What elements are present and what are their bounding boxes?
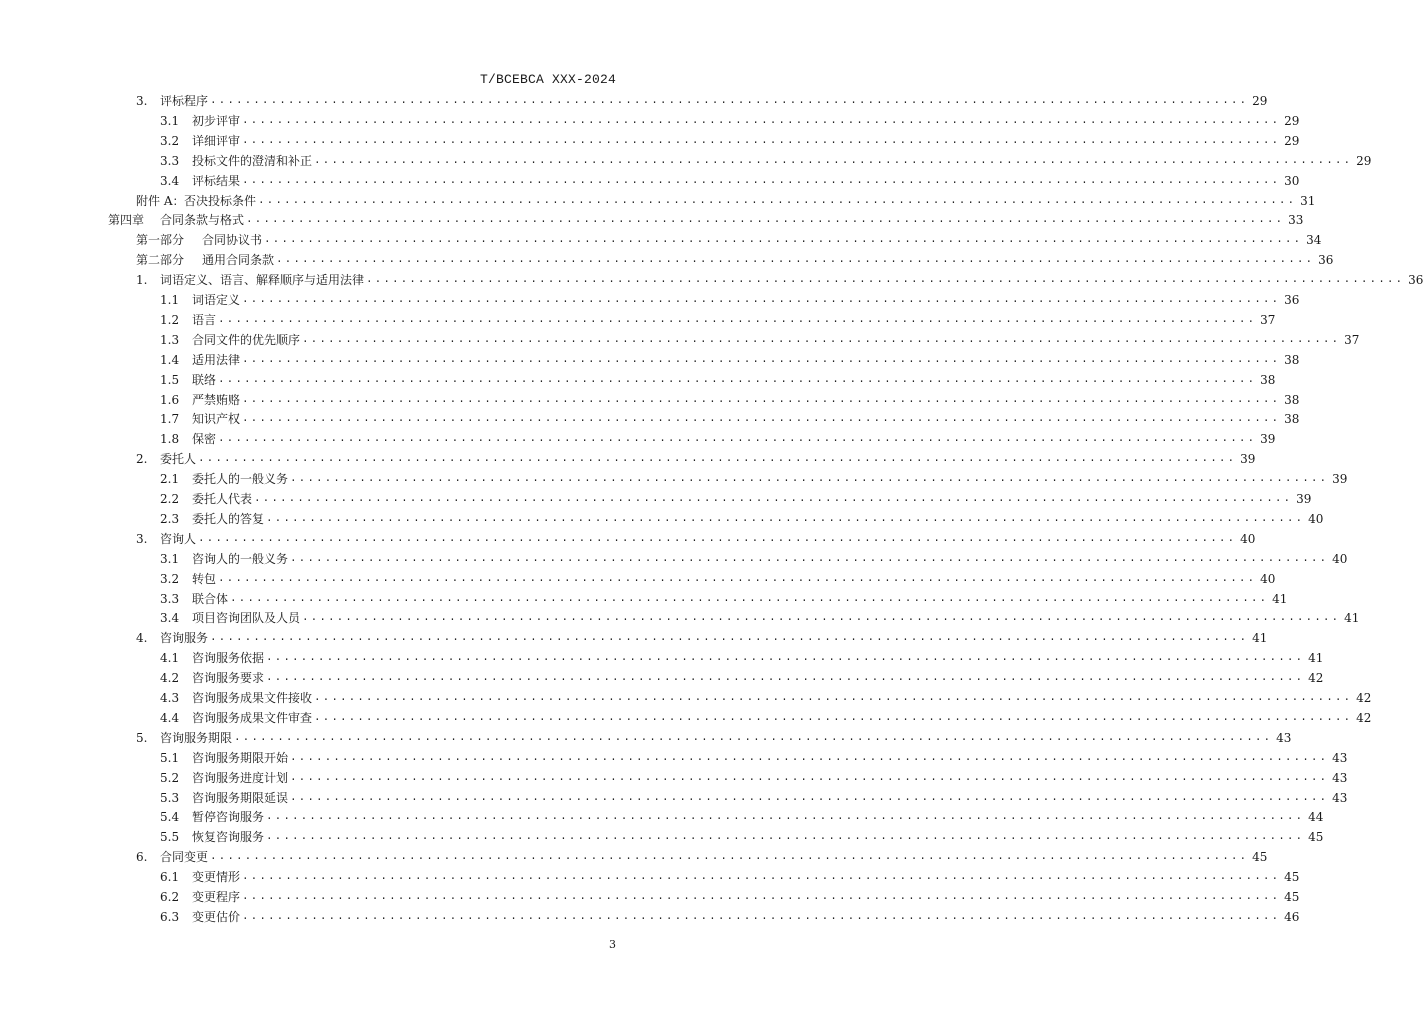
dot-leader: ........................................................................................................................ xyxy=(230,592,1269,605)
toc-entry-title: 详细评审 xyxy=(192,133,241,148)
toc-entry-title: 合同变更 xyxy=(160,850,209,865)
toc-entry-title: 咨询服务 xyxy=(160,631,209,646)
toc-entry[interactable] xyxy=(160,685,1372,705)
dot-leader: ........................................................................................................................ xyxy=(242,413,1281,426)
toc-entry-page: 37 xyxy=(1344,332,1360,347)
toc-entry-title: 变更情形 xyxy=(192,870,241,885)
toc-entry[interactable] xyxy=(160,884,1300,904)
toc-entry-page: 29 xyxy=(1252,94,1268,108)
toc-entry-page: 43 xyxy=(1332,770,1348,785)
toc-entry-page: 38 xyxy=(1260,372,1276,387)
toc-entry-title: 联合体 xyxy=(192,591,229,606)
toc-entry-page: 36 xyxy=(1408,273,1423,288)
toc-entry[interactable] xyxy=(160,785,1348,805)
toc-entry[interactable] xyxy=(160,566,1276,586)
toc-entry-page: 33 xyxy=(1288,213,1304,228)
toc-entry[interactable] xyxy=(160,506,1324,526)
toc-entry-page: 31 xyxy=(1300,193,1316,208)
toc-entry-title: 咨询服务期限延误 xyxy=(192,790,289,805)
toc-entry-page: 30 xyxy=(1284,173,1300,188)
toc-entry-title: 评标程序 xyxy=(160,94,209,108)
toc-entry-title: 咨询服务期限 xyxy=(160,730,233,745)
dot-leader: ........................................................................................................................ xyxy=(302,333,1341,346)
toc-entry-title: 委托人的一般义务 xyxy=(192,472,289,487)
toc-entry-page: 39 xyxy=(1296,492,1312,506)
toc-entry-page: 36 xyxy=(1318,253,1334,268)
toc-entry-title: 合同协议书 xyxy=(202,233,263,248)
toc-entry-number: 5.2 xyxy=(160,770,180,785)
dot-leader: ........................................................................................................................ xyxy=(366,274,1405,287)
toc-entry[interactable] xyxy=(160,864,1300,885)
toc-entry-page: 42 xyxy=(1356,691,1372,705)
toc-entry-title: 变更估价 xyxy=(192,909,241,924)
toc-entry-number: 1.6 xyxy=(160,392,180,407)
dot-leader: ........................................................................................................................ xyxy=(218,433,1257,446)
toc-entry-page: 29 xyxy=(1356,153,1372,168)
dot-leader: ........................................................................................................................ xyxy=(290,791,1329,804)
toc-entry[interactable] xyxy=(160,466,1348,487)
toc-entry-number: 2. xyxy=(136,452,148,467)
toc-entry-number: 5.3 xyxy=(160,790,180,805)
toc-entry-page: 38 xyxy=(1284,352,1300,367)
toc-entry[interactable] xyxy=(136,446,1256,467)
toc-entry-page: 42 xyxy=(1308,671,1324,686)
toc-entry-page: 40 xyxy=(1332,551,1348,566)
toc-entry-title: 咨询人 xyxy=(160,531,197,546)
toc-entry-page: 40 xyxy=(1308,511,1324,526)
toc-entry-title: 投标文件的澄清和补正 xyxy=(192,153,313,168)
toc-entry-number: 6. xyxy=(136,850,148,865)
toc-entry[interactable] xyxy=(160,705,1372,725)
dot-leader: ........................................................................................................................ xyxy=(264,234,1303,247)
page-number: 3 xyxy=(609,938,616,951)
toc-entry[interactable] xyxy=(160,367,1276,387)
toc-entry-page: 40 xyxy=(1240,531,1256,546)
toc-entry-number: 1.1 xyxy=(160,293,180,307)
dot-leader: ........................................................................................................................ xyxy=(210,95,1249,107)
toc-entry-number: 3.3 xyxy=(160,153,180,168)
toc-entry-page: 36 xyxy=(1284,293,1300,307)
toc-entry-title: 暂停咨询服务 xyxy=(192,810,265,825)
toc-entry-title: 咨询人的一般义务 xyxy=(192,551,289,566)
toc-entry-page: 29 xyxy=(1284,113,1300,128)
toc-entry-number: 3.2 xyxy=(160,571,180,586)
dot-leader: ........................................................................................................................ xyxy=(258,194,1297,207)
toc-entry[interactable] xyxy=(136,625,1268,646)
dot-leader: ........................................................................................................................ xyxy=(242,393,1281,406)
toc-entry-page: 41 xyxy=(1344,611,1360,626)
toc-entry-title: 初步评审 xyxy=(192,113,241,128)
toc-entry-number: 2.1 xyxy=(160,472,180,487)
toc-entry-number: 第四章 xyxy=(108,213,145,228)
toc-entry-title: 适用法律 xyxy=(192,352,241,367)
toc-entry-number: 2.3 xyxy=(160,511,180,526)
toc-entry-title: 咨询服务期限开始 xyxy=(192,750,289,765)
toc-entry-page: 43 xyxy=(1332,750,1348,765)
toc-entry-title: 否决投标条件 xyxy=(184,193,257,208)
toc-entry-number: 3.2 xyxy=(160,133,180,148)
toc-entry-title: 变更程序 xyxy=(192,890,241,904)
toc-entry-title: 转包 xyxy=(192,571,217,586)
dot-leader: ........................................................................................................................ xyxy=(242,174,1281,187)
toc-entry-number: 6.2 xyxy=(160,890,180,904)
dot-leader: ........................................................................................................................ xyxy=(246,214,1285,227)
toc-entry-page: 29 xyxy=(1284,133,1300,148)
toc-entry-number: 2.2 xyxy=(160,492,180,506)
dot-leader: ........................................................................................................................ xyxy=(218,572,1257,585)
dot-leader: ........................................................................................................................ xyxy=(266,811,1305,824)
toc-entry[interactable] xyxy=(136,227,1322,248)
toc-entry-number: 1.7 xyxy=(160,412,180,427)
toc-entry-page: 39 xyxy=(1260,432,1276,447)
toc-entry-number: 6.3 xyxy=(160,909,180,924)
toc-entry-number: 1.2 xyxy=(160,312,180,327)
toc-entry-title: 咨询服务成果文件审查 xyxy=(192,710,313,725)
toc-entry-title: 合同条款与格式 xyxy=(160,213,245,228)
dot-leader: ........................................................................................................................ xyxy=(210,851,1249,864)
dot-leader: ........................................................................................................................ xyxy=(290,473,1329,486)
toc-entry-number: 5.1 xyxy=(160,750,180,765)
dot-leader: ........................................................................................................................ xyxy=(302,612,1341,625)
toc-entry-number: 4.4 xyxy=(160,710,180,725)
toc-entry[interactable] xyxy=(160,546,1348,566)
toc-entry-page: 41 xyxy=(1308,651,1324,666)
dot-leader: ........................................................................................................................ xyxy=(314,692,1353,704)
toc-entry-title: 保密 xyxy=(192,432,217,447)
toc-entry[interactable] xyxy=(136,844,1268,865)
toc-entry-number: 3.1 xyxy=(160,551,180,566)
toc-entry[interactable] xyxy=(160,387,1300,407)
toc-entry[interactable] xyxy=(160,605,1360,626)
dot-leader: ........................................................................................................................ xyxy=(290,771,1329,784)
toc-entry-number: 3.1 xyxy=(160,113,180,128)
toc-entry[interactable] xyxy=(160,307,1276,327)
dot-leader: ........................................................................................................................ xyxy=(242,134,1281,147)
toc-entry-page: 43 xyxy=(1332,790,1348,805)
toc-entry-page: 45 xyxy=(1284,890,1300,904)
toc-entry-number: 6.1 xyxy=(160,870,180,885)
dot-leader: ........................................................................................................................ xyxy=(218,313,1257,326)
toc-entry-title: 词语定义 xyxy=(192,293,241,307)
toc-entry-title: 知识产权 xyxy=(192,412,241,427)
toc-entry-number: 第一部分 xyxy=(136,233,185,248)
toc-entry[interactable] xyxy=(160,645,1324,666)
toc-entry-title: 咨询服务成果文件接收 xyxy=(192,691,313,705)
toc-entry-page: 41 xyxy=(1272,591,1288,606)
toc-entry-title: 委托人代表 xyxy=(192,492,253,506)
toc-entry-title: 委托人 xyxy=(160,452,197,467)
dot-leader: ........................................................................................................................ xyxy=(242,353,1281,366)
toc-entry[interactable] xyxy=(160,665,1324,686)
toc-entry-title: 评标结果 xyxy=(192,173,241,188)
toc-entry[interactable] xyxy=(160,765,1348,785)
toc-entry-page: 46 xyxy=(1284,909,1300,924)
dot-leader: ........................................................................................................................ xyxy=(242,294,1281,306)
toc-entry-page: 44 xyxy=(1308,810,1324,825)
toc-entry-page: 34 xyxy=(1306,233,1322,248)
toc-entry-title: 咨询服务进度计划 xyxy=(192,770,289,785)
toc-entry-title: 恢复咨询服务 xyxy=(192,830,265,845)
toc-entry[interactable] xyxy=(136,526,1256,546)
toc-entry-title: 词语定义、语言、解释顺序与适用法律 xyxy=(160,273,365,288)
toc-entry-page: 39 xyxy=(1332,472,1348,487)
toc-entry-number: 4. xyxy=(136,631,148,646)
dot-leader: ........................................................................................................................ xyxy=(242,871,1281,884)
toc-entry-number: 第二部分 xyxy=(136,253,185,268)
toc-entry[interactable] xyxy=(160,426,1276,447)
toc-entry-number: 4.1 xyxy=(160,651,180,666)
dot-leader: ........................................................................................................................ xyxy=(242,114,1281,127)
toc-entry-page: 43 xyxy=(1276,730,1292,745)
toc-entry-title: 语言 xyxy=(192,312,217,327)
toc-entry-number: 1.3 xyxy=(160,332,180,347)
toc-entry[interactable] xyxy=(160,347,1300,367)
toc-entry-page: 45 xyxy=(1284,870,1300,885)
dot-leader: ........................................................................................................................ xyxy=(242,891,1281,903)
toc-entry[interactable] xyxy=(160,168,1300,188)
toc-entry[interactable] xyxy=(160,586,1288,606)
dot-leader: ........................................................................................................................ xyxy=(198,453,1237,466)
toc-entry-title: 严禁贿赂 xyxy=(192,392,241,407)
toc-entry-number: 1.4 xyxy=(160,352,180,367)
toc-entry[interactable] xyxy=(160,327,1360,347)
toc-entry-title: 咨询服务要求 xyxy=(192,671,265,686)
toc-entry[interactable] xyxy=(160,904,1300,924)
dot-leader: ........................................................................................................................ xyxy=(254,493,1293,505)
toc-entry-title: 委托人的答复 xyxy=(192,511,265,526)
toc-entry[interactable] xyxy=(136,725,1292,745)
toc-entry-title: 通用合同条款 xyxy=(202,253,275,268)
dot-leader: ........................................................................................................................ xyxy=(314,711,1353,724)
toc-entry-title: 联络 xyxy=(192,372,217,387)
dot-leader: ........................................................................................................................ xyxy=(290,751,1329,764)
dot-leader: ........................................................................................................................ xyxy=(210,632,1249,645)
toc-entry-number: 5.5 xyxy=(160,830,180,845)
dot-leader: ........................................................................................................................ xyxy=(234,731,1273,744)
toc-entry[interactable] xyxy=(108,207,1304,228)
toc-entry-page: 37 xyxy=(1260,312,1276,327)
toc-entry-page: 41 xyxy=(1252,631,1268,646)
toc-entry-page: 45 xyxy=(1308,830,1324,845)
toc-entry[interactable] xyxy=(160,406,1300,427)
dot-leader: ........................................................................................................................ xyxy=(276,254,1315,267)
dot-leader: ........................................................................................................................ xyxy=(198,532,1237,545)
toc-entry[interactable] xyxy=(136,267,1423,288)
document-code-header: T/BCEBCA XXX-2024 xyxy=(479,72,616,87)
dot-leader: ........................................................................................................................ xyxy=(266,652,1305,665)
toc-entry-number: 1. xyxy=(136,273,148,288)
toc-entry-number: 5. xyxy=(136,730,148,745)
toc-entry-title: 合同文件的优先顺序 xyxy=(192,332,301,347)
toc-entry-number: 附件 A： xyxy=(136,193,185,208)
toc-entry-number: 1.5 xyxy=(160,372,180,387)
toc-entry[interactable] xyxy=(160,287,1300,307)
toc-entry[interactable] xyxy=(160,745,1348,765)
dot-leader: ........................................................................................................................ xyxy=(218,373,1257,386)
toc-entry-number: 3.4 xyxy=(160,173,180,188)
dot-leader: ........................................................................................................................ xyxy=(266,672,1305,685)
toc-entry-title: 咨询服务依据 xyxy=(192,651,265,666)
toc-entry-page: 45 xyxy=(1252,850,1268,865)
toc-entry-number: 3.3 xyxy=(160,591,180,606)
toc-entry[interactable] xyxy=(136,88,1268,108)
toc-entry-page: 42 xyxy=(1356,710,1372,725)
toc-entry[interactable] xyxy=(136,188,1316,208)
toc-entry-number: 4.2 xyxy=(160,671,180,686)
toc-entry-page: 38 xyxy=(1284,412,1300,427)
toc-entry[interactable] xyxy=(160,486,1312,506)
toc-entry-page: 40 xyxy=(1260,571,1276,586)
toc-entry[interactable] xyxy=(136,247,1334,268)
dot-leader: ........................................................................................................................ xyxy=(266,512,1305,525)
toc-entry-number: 3. xyxy=(136,94,148,108)
toc-entry[interactable] xyxy=(160,108,1300,128)
dot-leader: ........................................................................................................................ xyxy=(266,831,1305,844)
toc-entry-number: 1.8 xyxy=(160,432,180,447)
toc-entry-number: 3.4 xyxy=(160,611,180,626)
toc-entry-number: 5.4 xyxy=(160,810,180,825)
dot-leader: ........................................................................................................................ xyxy=(314,154,1353,167)
dot-leader: ........................................................................................................................ xyxy=(242,910,1281,923)
toc-entry[interactable] xyxy=(160,148,1372,168)
toc-entry-number: 3. xyxy=(136,531,148,546)
toc-entry-page: 38 xyxy=(1284,392,1300,407)
toc-entry[interactable] xyxy=(160,824,1324,845)
toc-entry-title: 项目咨询团队及人员 xyxy=(192,611,301,626)
toc-entry-number: 4.3 xyxy=(160,691,180,705)
toc-entry-page: 39 xyxy=(1240,452,1256,467)
toc-entry[interactable] xyxy=(160,128,1300,148)
dot-leader: ........................................................................................................................ xyxy=(290,552,1329,565)
toc-entry[interactable] xyxy=(160,804,1324,825)
